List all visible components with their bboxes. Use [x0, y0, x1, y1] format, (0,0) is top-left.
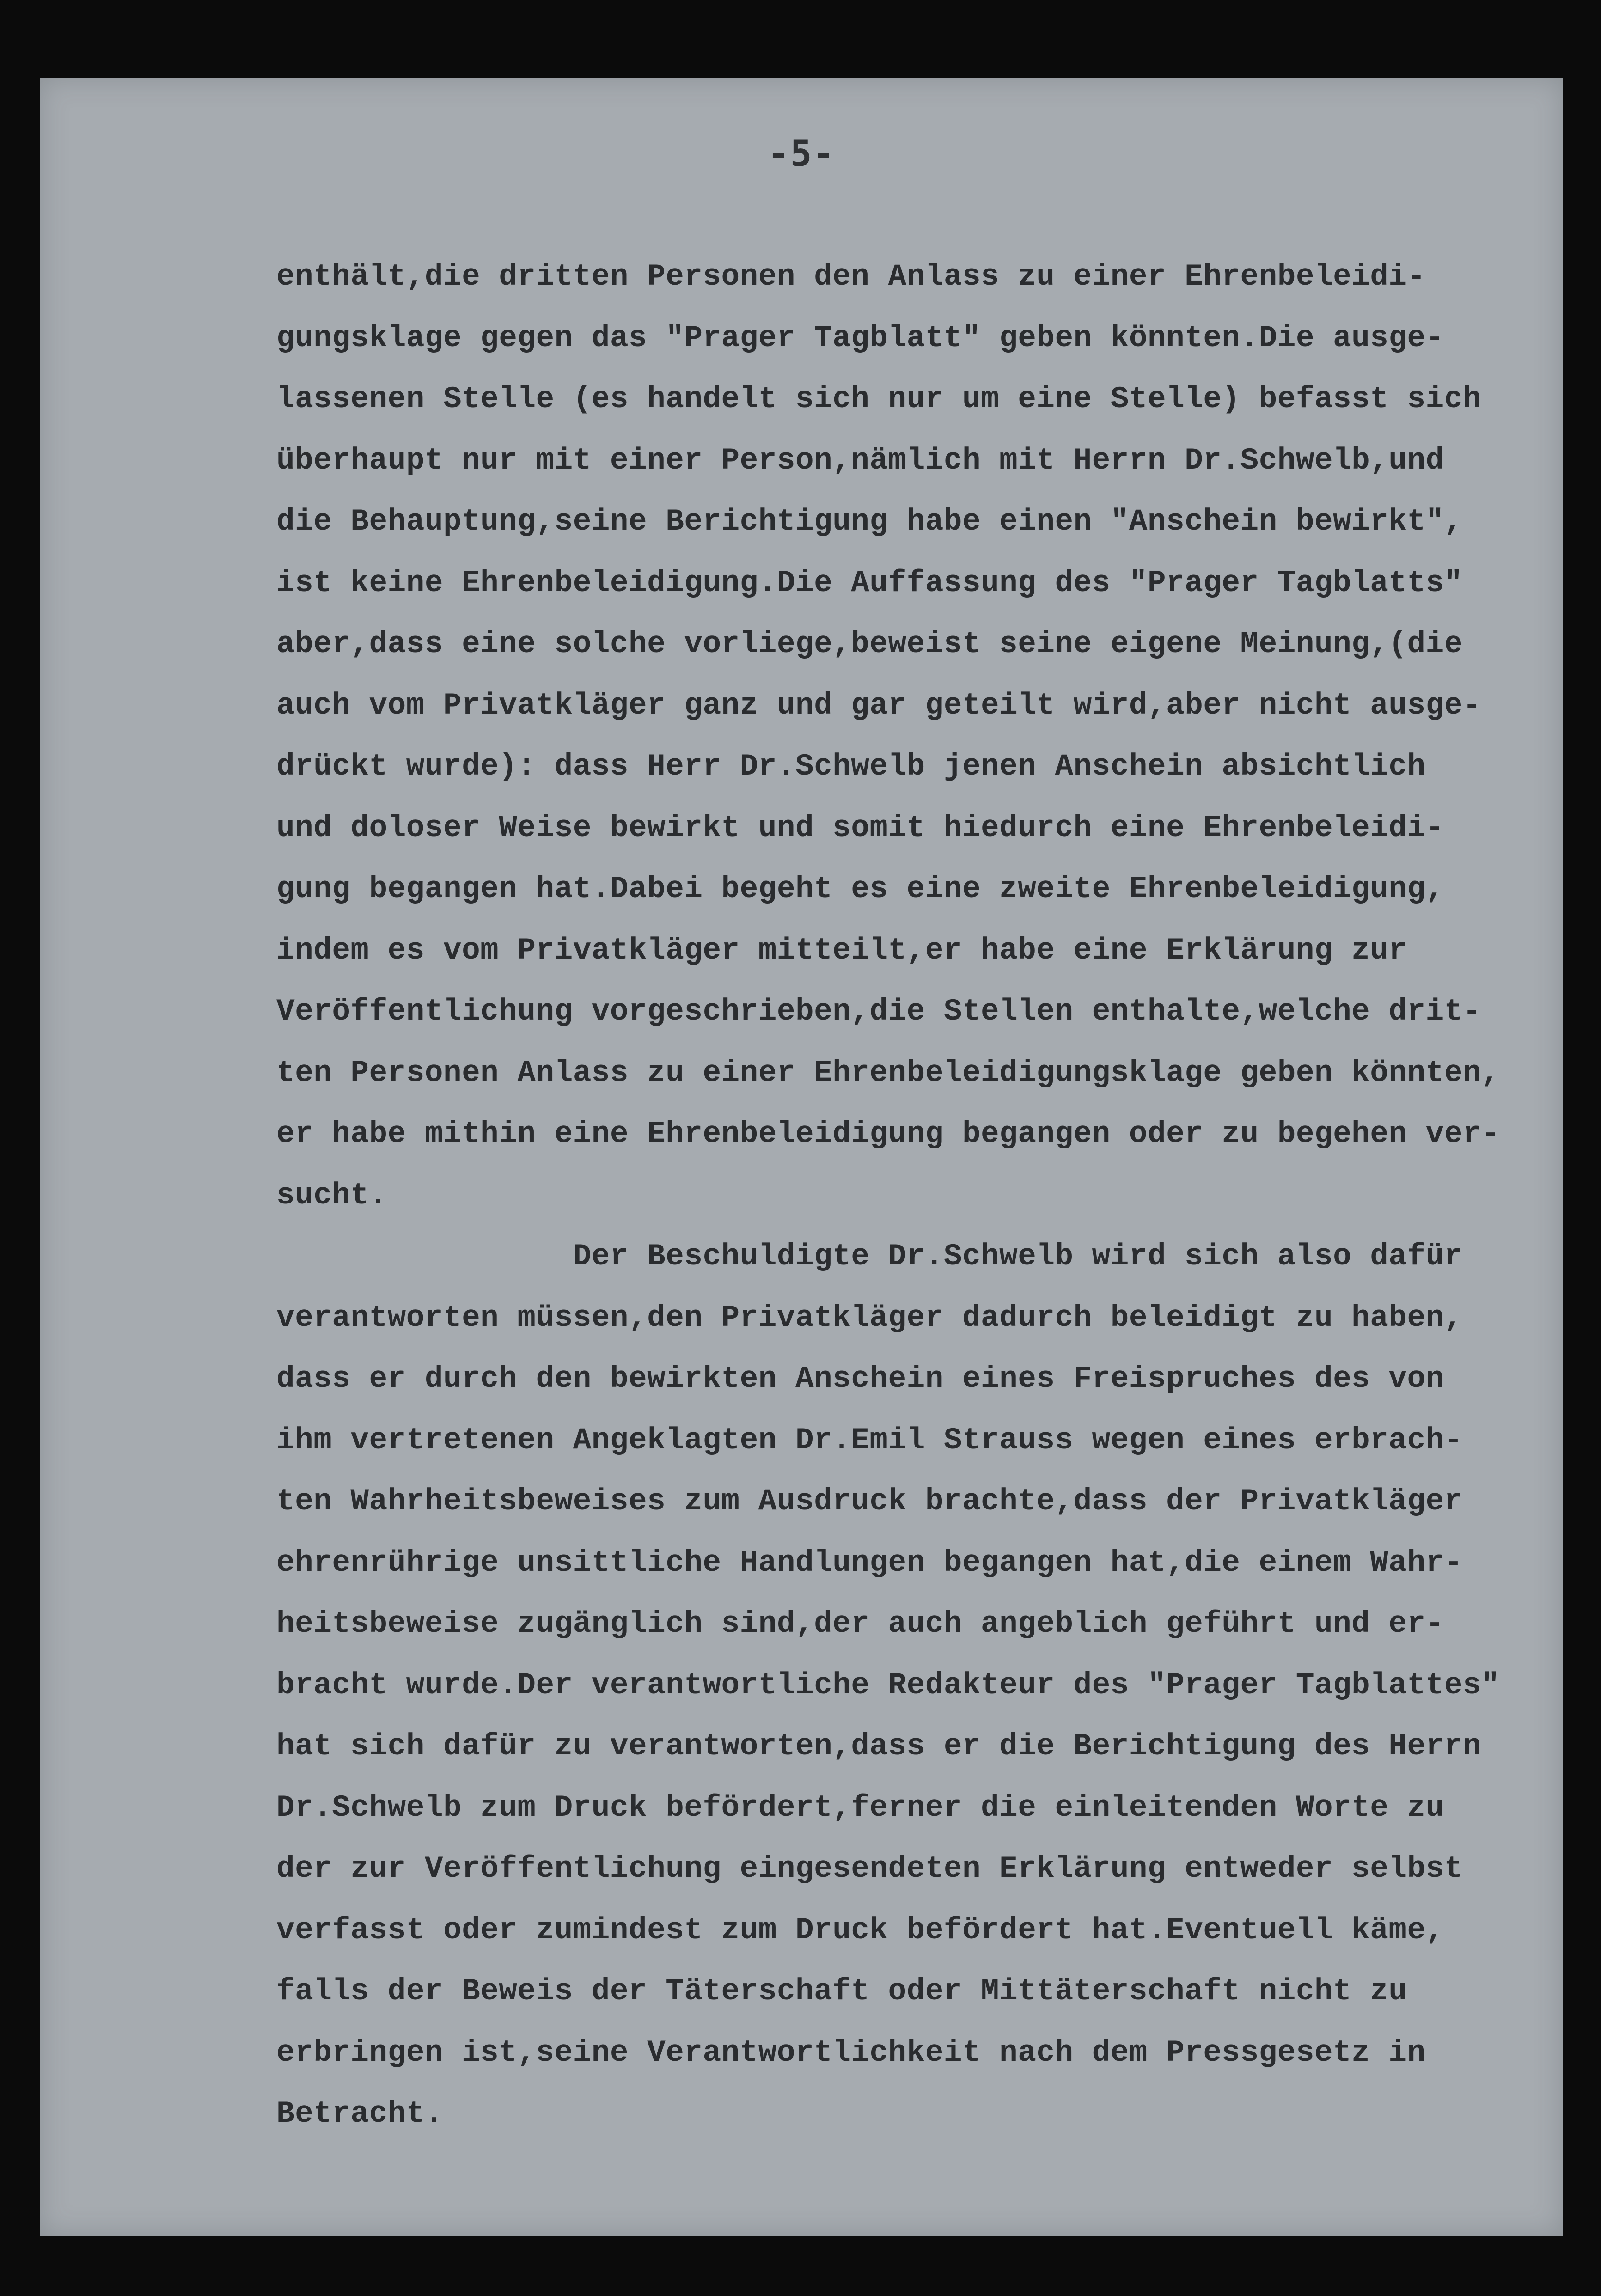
text-line: verfasst oder zumindest zum Druck befördert hat.Eventuell käme, — [276, 1912, 1444, 1948]
text-line: enthält,die dritten Personen den Anlass zu einer Ehrenbeleidi- — [276, 259, 1426, 294]
text-line: erbringen ist,seine Verantwortlichkeit nach dem Pressgesetz in — [276, 2035, 1426, 2070]
text-line: Betracht. — [276, 2096, 443, 2131]
text-line: und doloser Weise bewirkt und somit hiedurch eine Ehrenbeleidi- — [276, 810, 1444, 845]
text-line: der zur Veröffentlichung eingesendeten Erklärung entweder selbst — [276, 1851, 1463, 1886]
text-line: indem es vom Privatkläger mitteilt,er habe eine Erklärung zur — [276, 933, 1407, 968]
text-line: auch vom Privatkläger ganz und gar geteilt wird,aber nicht ausge- — [276, 688, 1481, 723]
text-line: überhaupt nur mit einer Person,nämlich mit Herrn Dr.Schwelb,und — [276, 443, 1444, 478]
text-line: dass er durch den bewirkten Anschein eines Freispruches des von — [276, 1362, 1444, 1396]
body-text — [276, 246, 1547, 2145]
text-line: sucht. — [276, 1178, 388, 1213]
text-line: ehrenrührige unsittliche Handlungen begangen hat,die einem Wahr- — [276, 1545, 1463, 1580]
text-line: drückt wurde): dass Herr Dr.Schwelb jenen Anschein absichtlich — [276, 749, 1426, 784]
text-line: ihm vertretenen Angeklagten Dr.Emil Strauss wegen eines erbrach- — [276, 1423, 1463, 1458]
page-number: -5- — [767, 133, 836, 175]
text-line: er habe mithin eine Ehrenbeleidigung begangen oder zu begehen ver- — [276, 1117, 1500, 1151]
text-line: bracht wurde.Der verantwortliche Redakteur des "Prager Tagblattes" — [276, 1667, 1500, 1703]
text-line: gungsklage gegen das "Prager Tagblatt" geben könnten.Die ausge- — [276, 320, 1444, 355]
text-line: Veröffentlichung vorgeschrieben,die Stellen enthalte,welche drit- — [276, 994, 1481, 1029]
text-line: falls der Beweis der Täterschaft oder Mittäterschaft nicht zu — [276, 1974, 1407, 2009]
text-line: ist keine Ehrenbeleidigung.Die Auffassung des "Prager Tagblatts" — [276, 565, 1463, 600]
text-line: ten Personen Anlass zu einer Ehrenbeleidigungsklage geben könnten, — [276, 1055, 1500, 1090]
document-page — [40, 78, 1563, 2236]
text-line: Dr.Schwelb zum Druck befördert,ferner die einleitenden Worte zu — [276, 1790, 1444, 1825]
text-line: die Behauptung,seine Berichtigung habe einen "Anschein bewirkt", — [276, 504, 1463, 539]
text-line: aber,dass eine solche vorliege,beweist seine eigene Meinung,(die — [276, 627, 1463, 661]
text-line: ten Wahrheitsbeweises zum Ausdruck brachte,dass der Privatkläger — [276, 1484, 1463, 1519]
text-line: verantworten müssen,den Privatkläger dadurch beleidigt zu haben, — [276, 1300, 1463, 1335]
text-line: gung begangen hat.Dabei begeht es eine zweite Ehrenbeleidigung, — [276, 872, 1444, 906]
text-line: Der Beschuldigte Dr.Schwelb wird sich also dafür — [276, 1239, 1463, 1274]
text-line: lassenen Stelle (es handelt sich nur um eine Stelle) befasst sich — [276, 382, 1481, 416]
text-line: heitsbeweise zugänglich sind,der auch angeblich geführt und er- — [276, 1606, 1444, 1641]
text-line: hat sich dafür zu verantworten,dass er die Berichtigung des Herrn — [276, 1729, 1481, 1764]
